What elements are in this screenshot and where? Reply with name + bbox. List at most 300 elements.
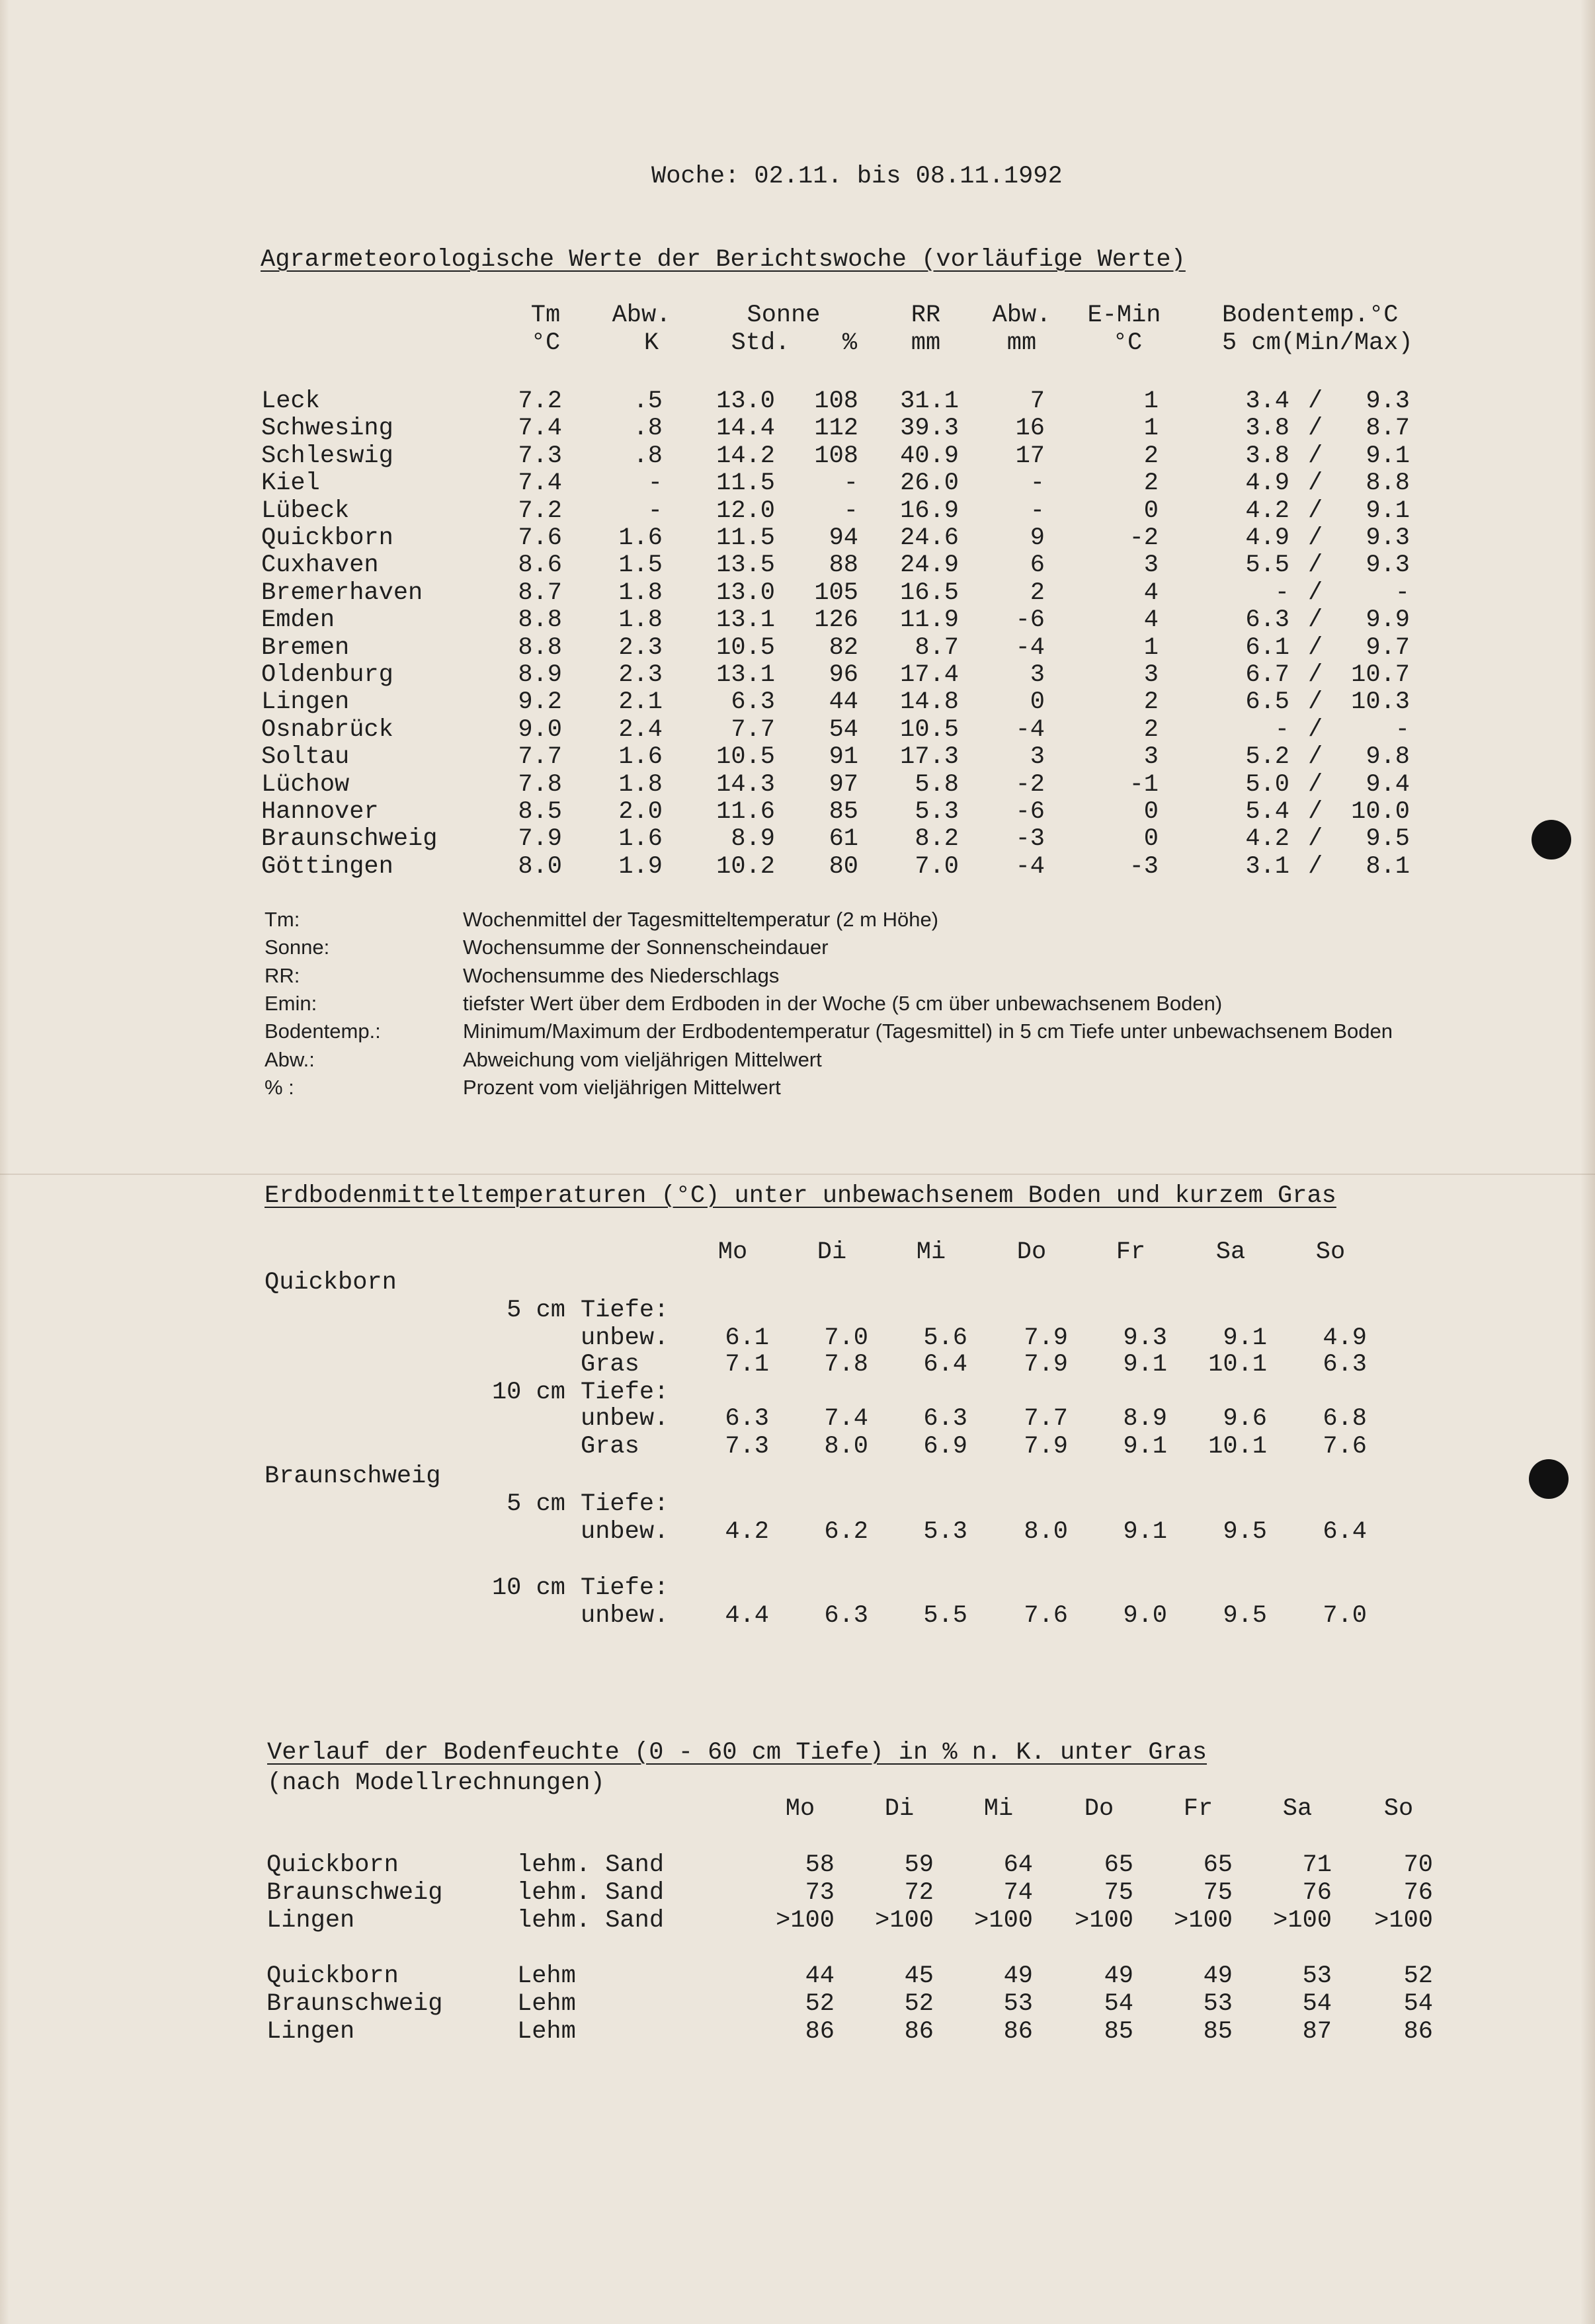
depth-label: Tiefe: [581,1574,669,1602]
bodentemp-min-value: 5.2 [1245,743,1289,771]
station-name: Braunschweig [266,1990,443,2018]
bodentemp-max-value: 10.7 [1351,661,1410,689]
legend-description: tiefster Wert über dem Erdboden in der Woche (5 cm über unbewachsenem Boden) [463,992,1223,1015]
temperature-value: 7.8 [824,1351,868,1379]
section3-subheading: (nach Modellrechnungen) [267,1769,605,1797]
abw-value: 1.9 [618,853,663,881]
legend-term: Emin: [265,992,317,1015]
emin-value: 3 [1143,551,1159,579]
rr-value: 39.3 [900,415,959,442]
sun-percent-value: 112 [814,415,858,442]
temperature-value: 7.9 [1024,1433,1068,1461]
day-header: Sa [1282,1795,1313,1823]
sun-hours-value: 7.7 [731,716,775,744]
moisture-value: 76 [1403,1879,1433,1907]
bodentemp-max-value: 9.1 [1366,442,1410,470]
bodentemp-max-value: - [1395,579,1410,607]
rr-abw-value: 9 [1030,524,1045,552]
sun-hours-value: 11.5 [716,524,775,552]
bodentemp-max-value: 8.8 [1366,469,1410,497]
day-header: So [1383,1795,1414,1823]
moisture-value: 86 [805,2018,835,2046]
depth-label: Tiefe: [581,1297,669,1324]
separator-slash: / [1308,524,1323,552]
sun-hours-value: 10.5 [716,634,775,662]
sun-percent-value: 54 [829,716,858,744]
separator-slash: / [1308,688,1323,716]
sun-hours-value: 13.1 [716,606,775,634]
rr-abw-value: 0 [1030,688,1045,716]
sun-percent-value: 82 [829,634,858,662]
bodentemp-min-value: 4.9 [1245,524,1289,552]
legend-term: Bodentemp.: [265,1020,381,1043]
section1-heading: Agrarmeteorologische Werte der Berichtswoche (vorläufige Werte) [261,246,1186,274]
separator-slash: / [1308,387,1323,415]
abw-value: 2.1 [618,688,663,716]
separator-slash: / [1308,442,1323,470]
station-name: Quickborn [265,1269,397,1297]
moisture-value: 65 [1104,1851,1133,1879]
legend-term: Sonne: [265,936,330,959]
column-header: Abw. [992,301,1051,329]
soil-type: lehm. Sand [517,1851,665,1879]
emin-value: -2 [1129,524,1159,552]
rr-value: 8.2 [915,825,959,853]
emin-value: -1 [1129,771,1159,799]
station-name: Lingen [261,688,350,716]
temperature-value: 6.3 [725,1405,769,1433]
soil-type: Lehm [517,1990,576,2018]
rr-abw-value: -4 [1015,634,1045,662]
temperature-value: 5.6 [923,1324,967,1352]
moisture-value: 49 [1203,1962,1233,1990]
temperature-value: 7.9 [1024,1324,1068,1352]
surface-label: unbew. [581,1518,669,1546]
tm-value: 7.2 [518,387,562,415]
sun-hours-value: 11.5 [716,469,775,497]
tm-value: 9.2 [518,688,562,716]
unit-header: mm [1006,329,1037,357]
abw-value: 2.4 [618,716,663,744]
station-name: Lingen [266,1907,355,1935]
temperature-value: 9.6 [1223,1405,1267,1433]
tm-value: 7.6 [518,524,562,552]
moisture-value: 76 [1302,1879,1332,1907]
sun-hours-value: 13.0 [716,387,775,415]
separator-slash: / [1308,853,1323,881]
abw-value: 1.8 [618,606,663,634]
station-name: Hannover [261,798,379,826]
moisture-value: 54 [1104,1990,1133,2018]
rr-value: 7.0 [915,853,959,881]
moisture-value: 86 [1003,2018,1033,2046]
bodentemp-min-value: 5.5 [1245,551,1289,579]
moisture-value: 53 [1003,1990,1033,2018]
abw-value: 1.5 [618,551,663,579]
station-name: Quickborn [266,1962,399,1990]
day-header: Mi [916,1238,946,1266]
rr-abw-value: -4 [1015,853,1045,881]
moisture-value: >100 [776,1907,835,1935]
emin-value: 0 [1143,825,1159,853]
moisture-value: 59 [904,1851,934,1879]
moisture-value: 49 [1104,1962,1133,1990]
sun-hours-value: 11.6 [716,798,775,826]
tm-value: 7.4 [518,469,562,497]
depth-label: Tiefe: [581,1379,669,1406]
unit-header: mm [911,329,941,357]
temperature-value: 10.1 [1208,1433,1267,1461]
separator-slash: / [1308,743,1323,771]
abw-value: - [647,469,663,497]
tm-value: 7.4 [518,415,562,442]
rr-abw-value: - [1030,469,1045,497]
abw-value: 2.3 [618,634,663,662]
moisture-value: >100 [974,1907,1033,1935]
separator-slash: / [1308,606,1323,634]
surface-label: Gras [581,1433,639,1461]
tm-value: 9.0 [518,716,562,744]
bodentemp-min-value: 3.1 [1245,853,1289,881]
emin-value: 4 [1143,579,1159,607]
tm-value: 8.8 [518,634,562,662]
emin-value: 4 [1143,606,1159,634]
rr-value: 5.3 [915,798,959,826]
rr-value: 5.8 [915,771,959,799]
surface-label: unbew. [581,1405,669,1433]
station-name: Soltau [261,743,350,771]
abw-value: 1.6 [618,825,663,853]
legend-term: Abw.: [265,1048,315,1071]
sun-percent-value: 105 [814,579,858,607]
station-name: Quickborn [261,524,393,552]
emin-value: 2 [1143,442,1159,470]
station-name: Lingen [266,2018,355,2046]
bodentemp-min-value: 6.1 [1245,634,1289,662]
moisture-value: 52 [1403,1962,1433,1990]
day-header: Fr [1183,1795,1213,1823]
moisture-value: 75 [1104,1879,1133,1907]
station-name: Braunschweig [266,1879,443,1907]
bodentemp-max-value: 9.1 [1366,497,1410,525]
bodentemp-max-value: 9.5 [1366,825,1410,853]
rr-value: 40.9 [900,442,959,470]
moisture-value: 75 [1203,1879,1233,1907]
rr-abw-value: 2 [1030,579,1045,607]
temperature-value: 6.4 [923,1351,967,1379]
moisture-value: 64 [1003,1851,1033,1879]
station-name: Bremerhaven [261,579,423,607]
sun-hours-value: 6.3 [731,688,775,716]
moisture-value: 73 [805,1879,835,1907]
moisture-value: 70 [1403,1851,1433,1879]
station-name: Osnabrück [261,716,393,744]
bodentemp-min-value: 6.7 [1245,661,1289,689]
sun-hours-value: 13.1 [716,661,775,689]
station-name: Lübeck [261,497,350,525]
moisture-value: >100 [1174,1907,1233,1935]
moisture-value: >100 [875,1907,934,1935]
depth-value: 10 cm [491,1574,565,1602]
abw-value: 1.6 [618,743,663,771]
separator-slash: / [1308,415,1323,442]
depth-label: Tiefe: [581,1490,669,1518]
separator-slash: / [1308,798,1323,826]
temperature-value: 7.6 [1024,1602,1068,1630]
abw-value: 2.3 [618,661,663,689]
tm-value: 7.7 [518,743,562,771]
report-title: Woche: 02.11. bis 08.11.1992 [651,163,1063,190]
rr-abw-value: -3 [1015,825,1045,853]
tm-value: 8.8 [518,606,562,634]
legend-description: Wochensumme des Niederschlags [463,964,780,987]
separator-slash: / [1308,825,1323,853]
moisture-value: 54 [1403,1990,1433,2018]
sun-hours-value: 12.0 [716,497,775,525]
paper-edge-right [1580,0,1595,2324]
unit-header: Std. [731,329,790,357]
emin-value: 1 [1143,415,1159,442]
temperature-value: 6.3 [824,1602,868,1630]
rr-abw-value: -6 [1015,798,1045,826]
rr-value: 31.1 [900,387,959,415]
moisture-value: >100 [1075,1907,1133,1935]
sun-hours-value: 8.9 [731,825,775,853]
abw-value: 2.0 [618,798,663,826]
rr-abw-value: 17 [1015,442,1045,470]
temperature-value: 6.3 [923,1405,967,1433]
day-header: Do [1016,1238,1047,1266]
temperature-value: 6.8 [1323,1405,1367,1433]
emin-value: 2 [1143,688,1159,716]
sun-percent-value: 126 [814,606,858,634]
separator-slash: / [1308,579,1323,607]
unit-header: % [842,329,858,357]
station-name: Schleswig [261,442,393,470]
punch-hole [1532,820,1571,860]
abw-value: .8 [633,442,663,470]
bodentemp-max-value: 9.8 [1366,743,1410,771]
sun-percent-value: 97 [829,771,858,799]
depth-value: 10 cm [491,1379,565,1406]
sun-hours-value: 14.4 [716,415,775,442]
temperature-value: 8.0 [1024,1518,1068,1546]
column-header: Bodentemp.°C [1222,301,1399,329]
station-name: Braunschweig [265,1463,441,1490]
depth-value: 5 cm [507,1490,565,1518]
surface-label: Gras [581,1351,639,1379]
soil-type: lehm. Sand [517,1879,665,1907]
temperature-value: 6.3 [1323,1351,1367,1379]
rr-abw-value: -2 [1015,771,1045,799]
bodentemp-min-value: 4.2 [1245,825,1289,853]
legend-description: Minimum/Maximum der Erdbodentemperatur (Tagesmittel) in 5 cm Tiefe unter unbewachsenem Boden [463,1020,1393,1043]
bodentemp-max-value: 9.3 [1366,551,1410,579]
tm-value: 8.7 [518,579,562,607]
sun-percent-value: 94 [829,524,858,552]
moisture-value: 53 [1203,1990,1233,2018]
column-header: Abw. [612,301,671,329]
separator-slash: / [1308,771,1323,799]
legend-term: RR: [265,964,300,987]
tm-value: 7.3 [518,442,562,470]
column-header: E-Min [1087,301,1161,329]
bodentemp-max-value: 8.1 [1366,853,1410,881]
tm-value: 8.0 [518,853,562,881]
rr-value: 8.7 [915,634,959,662]
emin-value: -3 [1129,853,1159,881]
temperature-value: 5.5 [923,1602,967,1630]
temperature-value: 7.3 [725,1433,769,1461]
temperature-value: 9.5 [1223,1602,1267,1630]
rr-abw-value: -4 [1015,716,1045,744]
section2-heading: Erdbodenmitteltemperaturen (°C) unter unbewachsenem Boden und kurzem Gras [265,1182,1336,1210]
day-header: Mo [785,1795,815,1823]
day-header: Sa [1215,1238,1246,1266]
rr-value: 17.3 [900,743,959,771]
rr-abw-value: - [1030,497,1045,525]
separator-slash: / [1308,634,1323,662]
temperature-value: 9.3 [1123,1324,1167,1352]
rr-value: 16.5 [900,579,959,607]
unit-header: °C [530,329,561,357]
temperature-value: 8.0 [824,1433,868,1461]
abw-value: .8 [633,415,663,442]
soil-type: Lehm [517,2018,576,2046]
sun-percent-value: 80 [829,853,858,881]
sun-percent-value: 96 [829,661,858,689]
surface-label: unbew. [581,1602,669,1630]
temperature-value: 7.6 [1323,1433,1367,1461]
bodentemp-max-value: 9.3 [1366,524,1410,552]
moisture-value: 85 [1104,2018,1133,2046]
temperature-value: 9.5 [1223,1518,1267,1546]
legend-description: Prozent vom vieljährigen Mittelwert [463,1076,781,1099]
temperature-value: 5.3 [923,1518,967,1546]
bodentemp-min-value: 6.3 [1245,606,1289,634]
rr-value: 14.8 [900,688,959,716]
column-header: Tm [530,301,561,329]
station-name: Oldenburg [261,661,393,689]
moisture-value: 86 [1403,2018,1433,2046]
emin-value: 3 [1143,743,1159,771]
unit-header: 5 cm(Min/Max) [1222,329,1413,357]
legend-term: Tm: [265,908,300,931]
sun-percent-value: 108 [814,442,858,470]
emin-value: 1 [1143,634,1159,662]
emin-value: 2 [1143,469,1159,497]
legend-description: Abweichung vom vieljährigen Mittelwert [463,1048,822,1071]
bodentemp-min-value: 5.0 [1245,771,1289,799]
moisture-value: 52 [904,1990,934,2018]
unit-header: K [643,329,659,357]
temperature-value: 9.1 [1223,1324,1267,1352]
separator-slash: / [1308,551,1323,579]
bodentemp-min-value: - [1274,716,1289,744]
bodentemp-min-value: 6.5 [1245,688,1289,716]
temperature-value: 9.1 [1123,1433,1167,1461]
abw-value: .5 [633,387,663,415]
moisture-value: 45 [904,1962,934,1990]
bodentemp-max-value: 9.9 [1366,606,1410,634]
temperature-value: 7.0 [824,1324,868,1352]
moisture-value: 71 [1302,1851,1332,1879]
temperature-value: 4.4 [725,1602,769,1630]
tm-value: 8.5 [518,798,562,826]
emin-value: 0 [1143,798,1159,826]
bodentemp-min-value: 4.9 [1245,469,1289,497]
sun-hours-value: 13.0 [716,579,775,607]
abw-value: 1.8 [618,771,663,799]
soil-type: lehm. Sand [517,1907,665,1935]
bodentemp-min-value: 5.4 [1245,798,1289,826]
day-header: So [1315,1238,1346,1266]
bodentemp-min-value: 3.8 [1245,442,1289,470]
bodentemp-min-value: 3.4 [1245,387,1289,415]
rr-value: 24.9 [900,551,959,579]
rr-abw-value: 7 [1030,387,1045,415]
emin-value: 1 [1143,387,1159,415]
column-header: RR [911,301,941,329]
temperature-value: 10.1 [1208,1351,1267,1379]
temperature-value: 7.1 [725,1351,769,1379]
sun-percent-value: 88 [829,551,858,579]
bodentemp-max-value: 9.7 [1366,634,1410,662]
temperature-value: 9.0 [1123,1602,1167,1630]
sun-percent-value: - [843,469,858,497]
temperature-value: 7.4 [824,1405,868,1433]
temperature-value: 9.1 [1123,1351,1167,1379]
moisture-value: 53 [1302,1962,1332,1990]
sun-hours-value: 14.2 [716,442,775,470]
temperature-value: 4.9 [1323,1324,1367,1352]
temperature-value: 7.7 [1024,1405,1068,1433]
station-name: Schwesing [261,415,393,442]
station-name: Cuxhaven [261,551,379,579]
day-header: Do [1084,1795,1114,1823]
station-name: Göttingen [261,853,393,881]
moisture-value: 86 [904,2018,934,2046]
column-header: Sonne [747,301,821,329]
temperature-value: 6.2 [824,1518,868,1546]
emin-value: 0 [1143,497,1159,525]
sun-hours-value: 10.5 [716,743,775,771]
paper-fold [0,1174,1595,1175]
punch-hole [1529,1459,1569,1499]
rr-value: 17.4 [900,661,959,689]
emin-value: 3 [1143,661,1159,689]
rr-abw-value: -6 [1015,606,1045,634]
separator-slash: / [1308,716,1323,744]
moisture-value: 54 [1302,1990,1332,2018]
separator-slash: / [1308,469,1323,497]
moisture-value: 44 [805,1962,835,1990]
day-header: Di [817,1238,847,1266]
rr-value: 11.9 [900,606,959,634]
tm-value: 8.9 [518,661,562,689]
sun-percent-value: 108 [814,387,858,415]
emin-value: 2 [1143,716,1159,744]
temperature-value: 6.9 [923,1433,967,1461]
moisture-value: 58 [805,1851,835,1879]
bodentemp-max-value: 9.3 [1366,387,1410,415]
tm-value: 7.9 [518,825,562,853]
tm-value: 7.8 [518,771,562,799]
bodentemp-max-value: 9.4 [1366,771,1410,799]
station-name: Lüchow [261,771,350,799]
moisture-value: 85 [1203,2018,1233,2046]
temperature-value: 6.4 [1323,1518,1367,1546]
